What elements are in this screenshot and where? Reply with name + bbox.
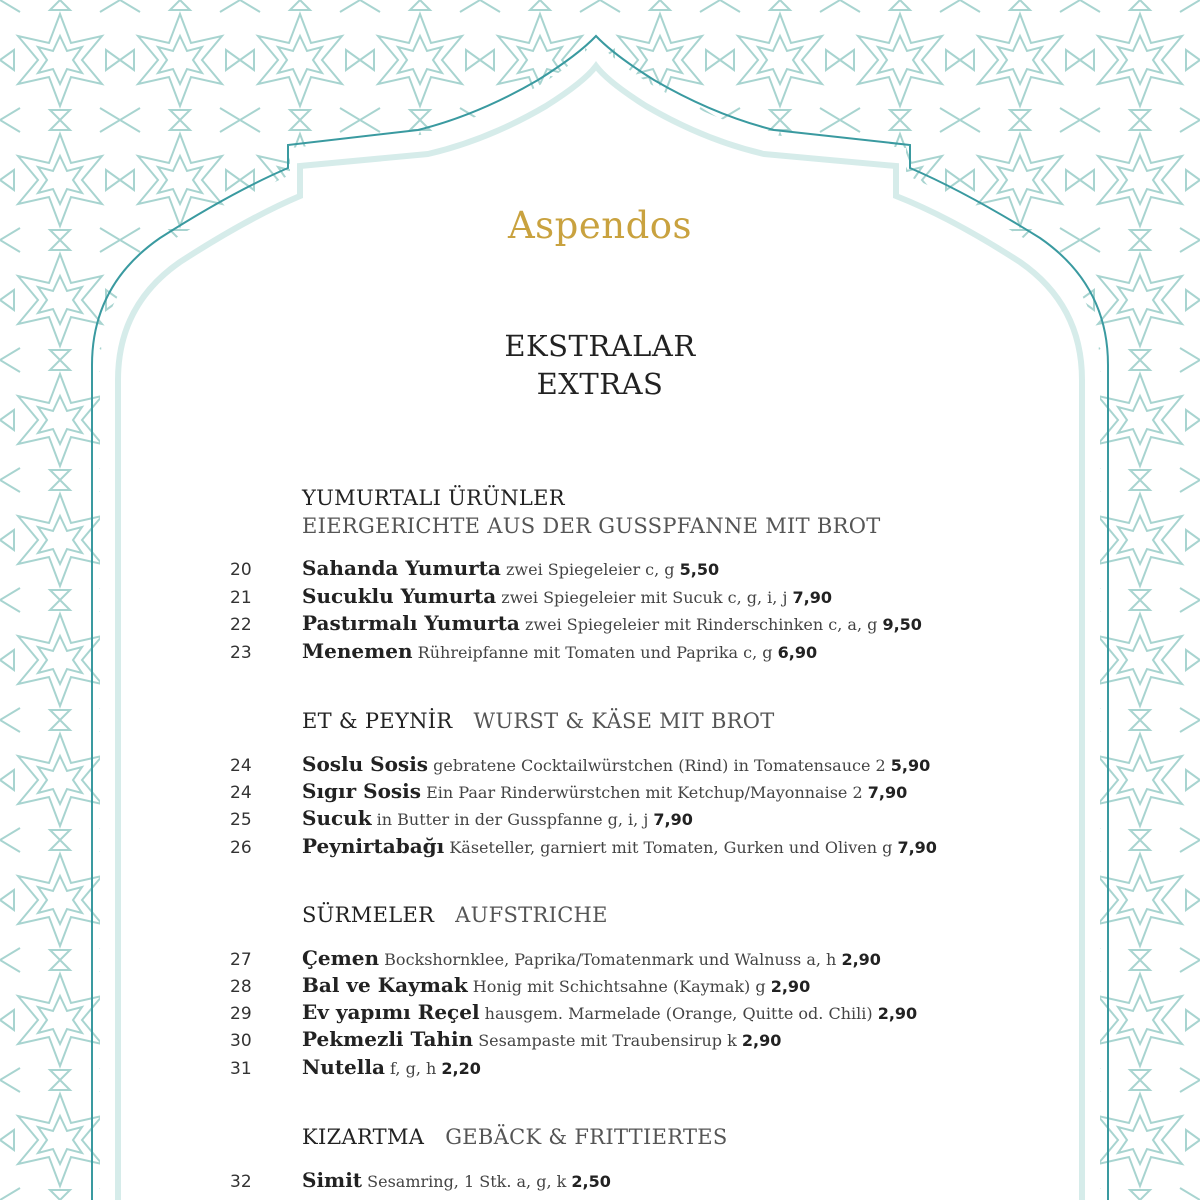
item-name: Sucuk xyxy=(302,806,372,830)
item-description: Rühreipfanne mit Tomaten und Paprika c, g xyxy=(417,643,773,662)
menu-item xyxy=(302,752,930,776)
item-price: 9,50 xyxy=(882,615,922,634)
item-price: 2,90 xyxy=(877,1004,918,1023)
item-description: Sesampaste mit Traubensirup k xyxy=(478,1031,737,1050)
item-name: Menemen xyxy=(302,639,413,663)
section-subtitle-german: EIERGERICHTE AUS DER GUSSPFANNE MIT BROT xyxy=(302,514,881,538)
item-description: gebratene Cocktailwürstchen (Rind) in Tomatensauce 2 xyxy=(433,756,886,775)
section-heading-yumurtali xyxy=(302,486,565,510)
menu-item xyxy=(302,639,817,663)
menu-item xyxy=(302,946,881,970)
item-name: Sahanda Yumurta xyxy=(302,556,501,580)
item-description: Ein Paar Rinderwürstchen mit Ketchup/Mayonnaise 2 xyxy=(426,783,863,802)
section-heading-kizartma xyxy=(302,1125,728,1149)
item-description: f, g, h xyxy=(390,1059,437,1078)
section-title-german: AUFSTRICHE xyxy=(455,903,608,927)
item-name: Pekmezli Tahin xyxy=(302,1027,474,1051)
item-price: 7,90 xyxy=(867,783,908,802)
item-name: Pastırmalı Yumurta xyxy=(302,611,520,635)
item-number: 24 xyxy=(230,783,252,803)
item-price: 2,90 xyxy=(770,977,811,996)
item-description: zwei Spiegeleier mit Sucuk c, g, i, j xyxy=(501,588,788,607)
page-title-german: EXTRAS xyxy=(536,367,664,401)
item-name: Sıgır Sosis xyxy=(302,779,422,803)
item-description: Sesamring, 1 Stk. a, g, k xyxy=(367,1172,567,1191)
item-number: 26 xyxy=(230,838,252,858)
item-name: Soslu Sosis xyxy=(302,752,429,776)
section-heading-surmeler xyxy=(302,903,608,927)
item-description: Honig mit Schichtsahne (Kaymak) g xyxy=(472,977,766,996)
menu-item xyxy=(302,1027,781,1051)
item-price: 5,50 xyxy=(679,560,720,579)
menu-item xyxy=(302,1000,917,1024)
menu-item xyxy=(302,806,693,830)
item-name: Peynirtabağı xyxy=(302,834,445,858)
item-name: Sucuklu Yumurta xyxy=(302,584,497,608)
item-name: Çemen xyxy=(302,946,380,970)
item-price: 2,50 xyxy=(571,1172,611,1191)
item-price: 5,90 xyxy=(890,756,931,775)
item-number: 21 xyxy=(230,588,252,608)
menu-item xyxy=(302,779,907,803)
menu-item xyxy=(302,584,832,608)
item-name: Bal ve Kaymak xyxy=(302,973,468,997)
item-name: Nutella xyxy=(302,1055,385,1079)
item-price: 7,90 xyxy=(897,838,937,857)
item-number: 20 xyxy=(230,560,252,580)
menu-item xyxy=(302,556,719,580)
page-title-turkish: EKSTRALAR xyxy=(504,329,696,363)
item-description: Bockshornklee, Paprika/Tomatenmark und Walnuss a, h xyxy=(384,950,837,969)
item-description: zwei Spiegeleier c, g xyxy=(505,560,675,579)
section-title-german: GEBÄCK & FRITTIERTES xyxy=(445,1125,728,1149)
item-number: 28 xyxy=(230,977,252,997)
item-number: 32 xyxy=(230,1172,252,1192)
menu-item xyxy=(302,611,922,635)
item-number: 27 xyxy=(230,950,252,970)
item-number: 22 xyxy=(230,615,252,635)
brand-logo: Aspendos xyxy=(507,204,693,247)
item-number: 29 xyxy=(230,1004,252,1024)
item-description: hausgem. Marmelade (Orange, Quitte od. Chili) xyxy=(484,1004,873,1023)
item-number: 31 xyxy=(230,1059,252,1079)
item-price: 2,20 xyxy=(441,1059,481,1078)
item-description: zwei Spiegeleier mit Rinderschinken c, a, g xyxy=(524,615,878,634)
item-name: Ev yapımı Reçel xyxy=(302,1000,480,1024)
menu-item xyxy=(302,1168,611,1192)
section-title-german: WURST & KÄSE MIT BROT xyxy=(473,709,775,733)
item-number: 23 xyxy=(230,643,252,663)
menu-item xyxy=(302,1055,481,1079)
item-number: 25 xyxy=(230,810,252,830)
menu-item xyxy=(302,834,937,858)
item-price: 7,90 xyxy=(792,588,832,607)
item-price: 2,90 xyxy=(741,1031,782,1050)
item-number: 30 xyxy=(230,1031,252,1051)
item-price: 6,90 xyxy=(777,643,818,662)
item-price: 7,90 xyxy=(653,810,693,829)
item-price: 2,90 xyxy=(841,950,881,969)
section-title-turkish: YUMURTALI ÜRÜNLER xyxy=(302,486,565,510)
section-title-turkish: ET & PEYNİR xyxy=(302,709,453,733)
section-title-turkish: SÜRMELER xyxy=(302,903,435,927)
item-number: 24 xyxy=(230,756,252,776)
item-name: Simit xyxy=(302,1168,363,1192)
section-title-turkish: KIZARTMA xyxy=(302,1125,425,1149)
section-heading-et-peynir xyxy=(302,709,775,733)
item-description: Käseteller, garniert mit Tomaten, Gurken und Oliven g xyxy=(449,838,893,857)
menu-item xyxy=(302,973,810,997)
item-description: in Butter in der Gusspfanne g, i, j xyxy=(376,810,649,829)
